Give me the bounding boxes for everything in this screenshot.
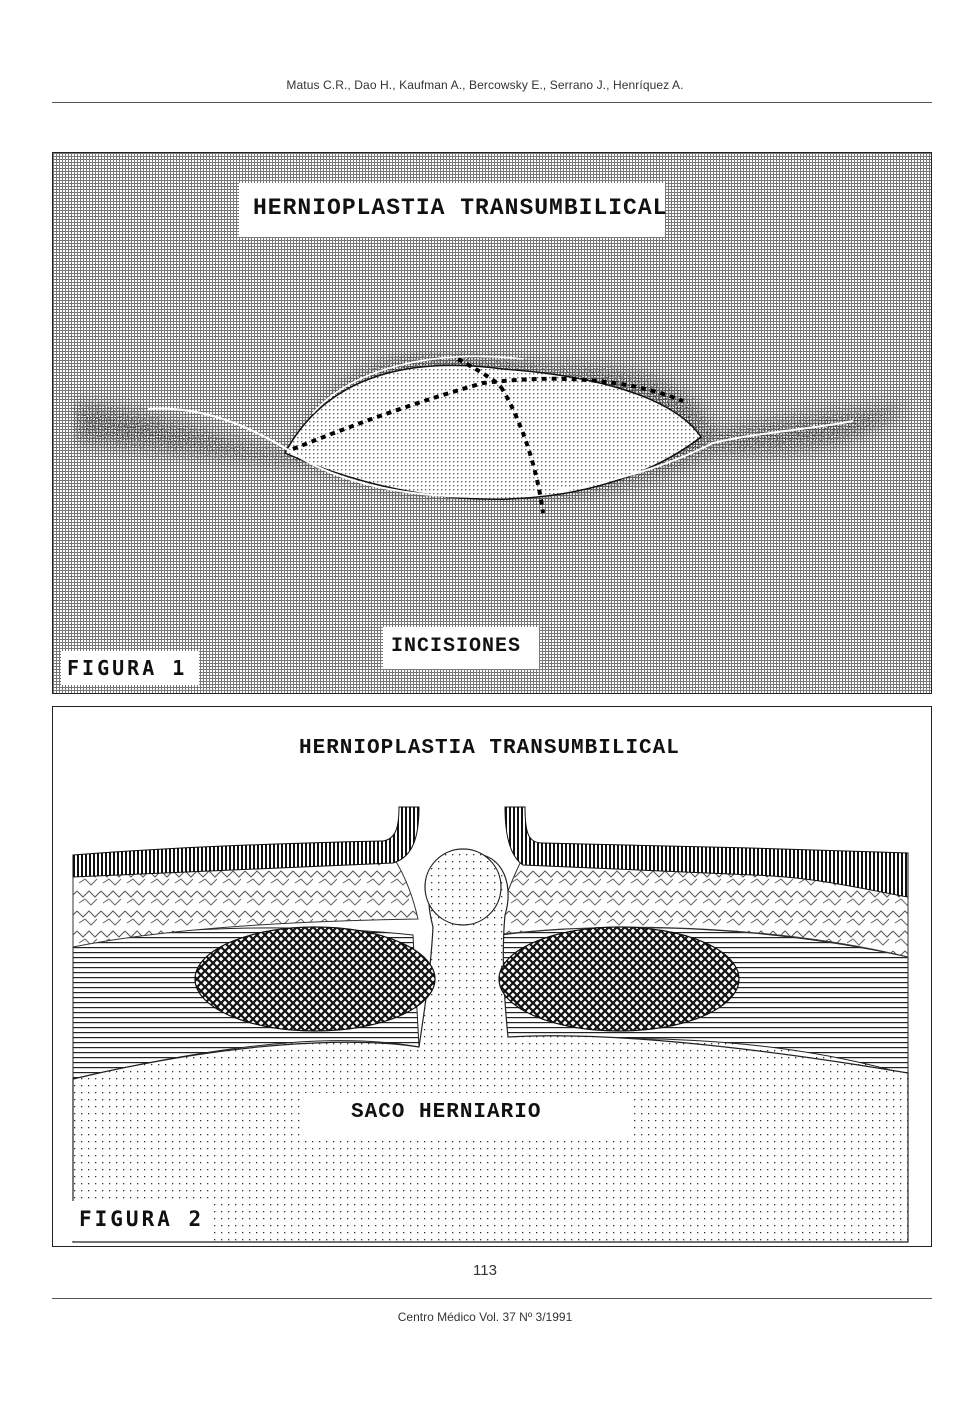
figure-1-illustration — [53, 153, 932, 694]
page-number: 113 — [473, 1262, 497, 1279]
header-rule — [52, 102, 932, 103]
journal-footer: Centro Médico Vol. 37 Nº 3/1991 — [397, 1310, 573, 1324]
figure-1-caption: INCISIONES — [391, 635, 522, 658]
figure-2-label: FIGURA 2 — [79, 1207, 205, 1231]
figure-2-title: HERNIOPLASTIA TRANSUMBILICAL — [299, 737, 680, 760]
figure-2 — [52, 706, 932, 1247]
figure-1-label: FIGURA 1 — [67, 656, 188, 680]
running-head-authors: Matus C.R., Dao H., Kaufman A., Bercowsky E., Serrano J., Henríquez A. — [286, 78, 684, 92]
figure-2-illustration — [53, 707, 932, 1247]
figure-1 — [52, 152, 932, 694]
figure-2-caption: SACO HERNIARIO — [351, 1101, 542, 1124]
footer-rule — [52, 1298, 932, 1299]
figure-1-title: HERNIOPLASTIA TRANSUMBILICAL — [253, 195, 668, 221]
